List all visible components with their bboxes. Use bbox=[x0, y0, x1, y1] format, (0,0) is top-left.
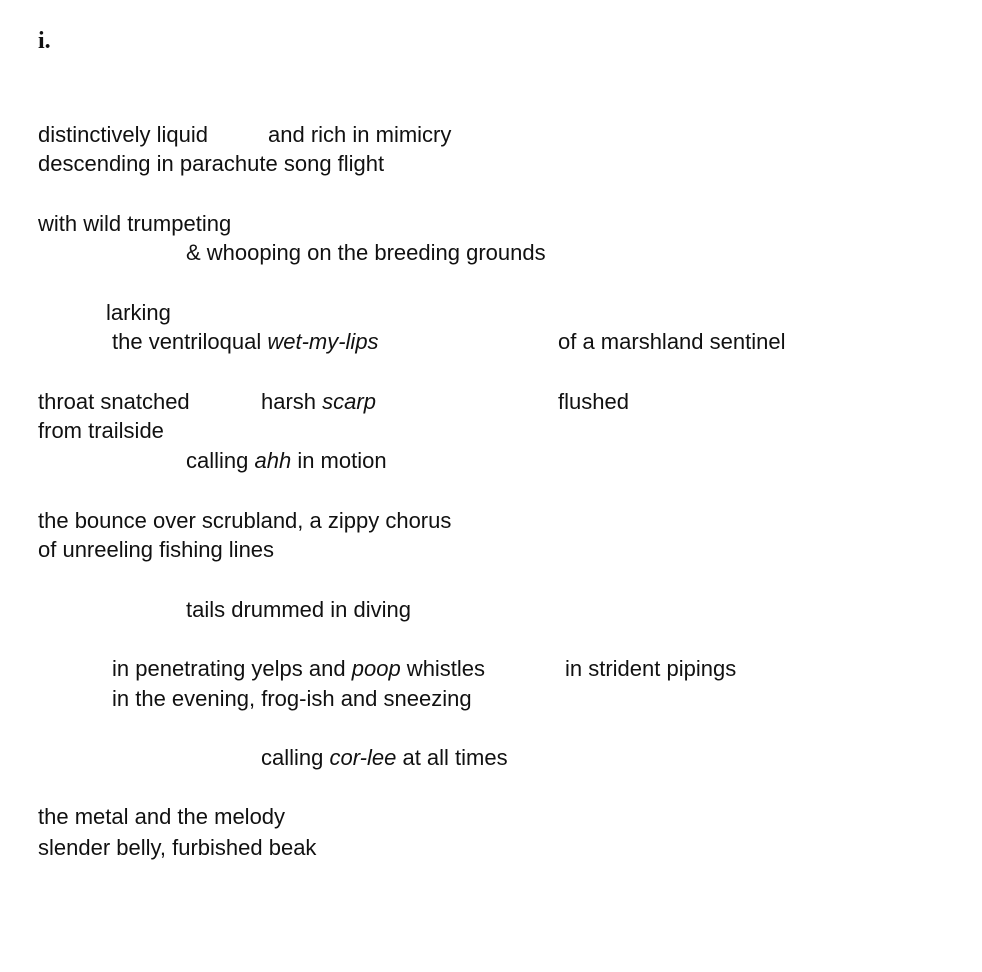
poem-text: calling bbox=[261, 745, 330, 770]
poem-line: in the evening, frog-ish and sneezing bbox=[112, 686, 472, 711]
poem-line bbox=[112, 656, 485, 682]
poem-line: of unreeling fishing lines bbox=[38, 537, 275, 562]
poem-text: in motion bbox=[291, 448, 387, 473]
poem-line bbox=[261, 389, 376, 415]
poem-line: flushed bbox=[558, 389, 629, 414]
poem-line: of a marshland sentinel bbox=[558, 329, 786, 354]
poem-line: from trailside bbox=[38, 418, 164, 443]
poem-line bbox=[261, 745, 508, 771]
poem-line bbox=[186, 448, 387, 474]
poem-line: distinctively liquid bbox=[38, 122, 208, 147]
section-heading: i. bbox=[38, 28, 51, 54]
poem-line: tails drummed in diving bbox=[186, 597, 411, 622]
poem-line: slender belly, furbished beak bbox=[38, 835, 317, 860]
poem-line: descending in parachute song flight bbox=[38, 151, 385, 176]
poem-line: the bounce over scrubland, a zippy chorus bbox=[38, 508, 452, 533]
poem-text: calling bbox=[186, 448, 255, 473]
poem-emphasis: ahh bbox=[254, 448, 292, 473]
poem-text: whistles bbox=[400, 656, 486, 681]
poem-line: & whooping on the breeding grounds bbox=[186, 240, 546, 265]
poem-line: larking bbox=[106, 300, 171, 325]
poem-text: harsh bbox=[261, 389, 323, 414]
poem-emphasis: cor-lee bbox=[329, 745, 397, 770]
poem-text: the ventriloqual bbox=[112, 329, 268, 354]
poem-line: the metal and the melody bbox=[38, 804, 286, 829]
poem-emphasis: wet-my-lips bbox=[267, 329, 379, 354]
poem-line: throat snatched bbox=[38, 389, 190, 414]
poem-text: at all times bbox=[396, 745, 508, 770]
poem-emphasis: poop bbox=[351, 656, 401, 681]
poem-text: in penetrating yelps and bbox=[112, 656, 352, 681]
poem-emphasis: scarp bbox=[322, 389, 376, 414]
poem-line: in strident pipings bbox=[565, 656, 737, 681]
poem-line: with wild trumpeting bbox=[38, 211, 232, 236]
poem-line: and rich in mimicry bbox=[268, 122, 452, 147]
poem-line bbox=[112, 329, 379, 355]
